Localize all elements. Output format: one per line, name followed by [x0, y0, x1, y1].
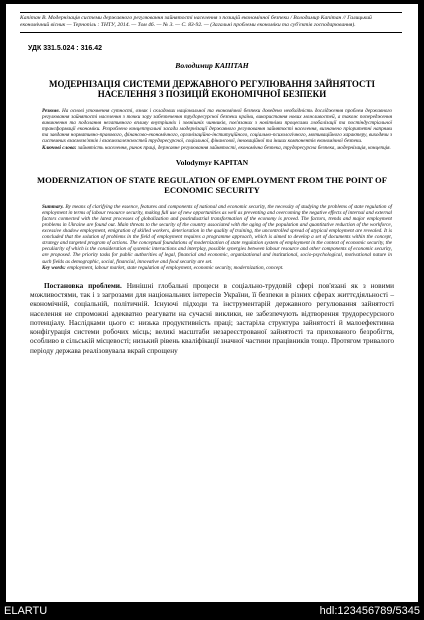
body-lead: Постановка проблеми.	[44, 280, 122, 290]
keywords-en-lead: Key words:	[42, 264, 66, 271]
keywords-en-text: employment, labour market, state regulation of employment, economic security, modernization, concept.	[67, 264, 284, 271]
footer-repository: ELARTU	[4, 605, 48, 617]
footer-handle: hdl:123456789/5345	[319, 605, 420, 617]
abstract-ua-text: На основі уточнення сутності, ознак і складових національної та економічної безпеки доведено необхідність дослідження проблем державного регулювання зайнятості населення з точки зору забезпечення трудоресурсної безпеки країни, використання нових можливостей, а також попередження виникнення та подолання негативного впливу внутрішніх і зовнішніх чинників, пов'язаних з новітніми процесами глобалізації та постіндустріальної трансформації економіки. Розроблено концептуальні засади модернізації державного регулювання зайнятості населення, визначено пріоритетні напрями та завдання нормативно-правового, фінансово-економічного, організаційно-інституційного, соціально-психологічного, мотиваційного характеру, виходячи з системних взаємозв'язків і взаємозалежностей трудоресурсної, соціальної, фінансової, інноваційної та інших компонентів економічної безпеки.	[42, 108, 392, 145]
body-text: Нинішні глобальні процеси в соціально-трудовій сфері пов'язані як з новими можливостями, так і з загрозами для національних інтересів України, її безпеки в різних сферах життєдіяльності – економічній, соціальній, політичній. Існуючі підходи та інструментарій державного регулювання зайнятості населення не спроможні адекватно реагувати на сучасні виклики, не забезпечують відтворення трудоресурсного потенціалу. Наслідками цього є: низька продуктивність праці; застаріла структура зайнятості й малоефективна конфігурація системи робочих місць; великі масштаби незареєстрованої зайнятості та прихованого безробіття, особливо в сільській місцевості; низький рівень кваліфікації значної частини працівників тощо. Протягом тривалого періоду держава реалізовувала вкрай спрощену	[30, 280, 395, 355]
abstract-en-text: By means of clarifying the essence, features and components of national and economic security, the necessity of studying the problems of state regulation of employment in terms of labour resource security, making full use of new opportunities as well as preventing and overcoming the negative effects of internal and external factors connected with the latest processes of globalization and postindustrial transformation of the economy is proved. The factors, trends and major employment problems in Ukraine are found out. Main threats to the security of the country associated with the aging of the population and quantitative reduction of the workforce, excessive shadow employment, emigration of skilled workers, deterioration in the quality of training, the uncontrolled spread of atypical employment are revealed. It is concluded that the solution of problems in the field of employment requires a programme approach, which is aimed to develop a set of documents within the concept, strategy and targeted program of actions. The conceptual foundations of modernization of state regulation system of employment in the context of economic security, the peculiarity of which is the consideration of systemic interactions and interplay, possible synergies between labour resource and other components of economic security, are proposed. The priority tasks for public authorities of legal, financial and economic, organizational and institutional, socio-psychological, motivational nature in such fields as demographic, social, financial, innovative and food security are set.	[42, 203, 392, 265]
citation-header: Капітан В. Модернізація системи державного регулювання зайнятості населення з позицій економічної безпеки / Володимир Капітан // Галицький економічний вісник — Тернопіль : ТНТУ, 2014. — Том 46. — № 3. — С. 83-92. — (Загальні проблеми економіки та суб'єктів господарювання).	[20, 12, 402, 33]
abstract-ua-lead: Резюме.	[42, 108, 60, 114]
keywords-en	[42, 265, 392, 271]
title-en: MODERNIZATION OF STATE REGULATION OF EMPLOYMENT FROM THE POINT OF ECONOMIC SECURITY	[37, 174, 387, 195]
keywords-ua-lead: Ключові слова:	[42, 144, 77, 151]
abstract-ua	[42, 108, 392, 145]
viewer-footer	[0, 602, 424, 620]
author-ua: Володимир КАПІТАН	[175, 61, 249, 70]
title-ua: МОДЕРНІЗАЦІЯ СИСТЕМИ ДЕРЖАВНОГО РЕГУЛЮВАННЯ ЗАЙНЯТОСТІ НАСЕЛЕННЯ З ПОЗИЦІЙ ЕКОНОМІЧНОЇ БЕЗПЕКИ	[49, 79, 375, 99]
author-en: Volodymyr KAPITAN	[175, 157, 249, 167]
abstract-en	[42, 204, 392, 265]
keywords-ua-text: зайнятість населення, ринок праці, державне регулювання зайнятості, економічна безпека, трудоресурсна безпека, модернізація, концепція.	[77, 144, 391, 151]
udk-code: УДК 331.5.024 : 316.42	[28, 45, 102, 52]
body-paragraph	[30, 281, 394, 355]
keywords-ua	[42, 145, 392, 151]
document-page	[6, 4, 418, 602]
abstract-en-lead: Summary.	[42, 203, 64, 210]
